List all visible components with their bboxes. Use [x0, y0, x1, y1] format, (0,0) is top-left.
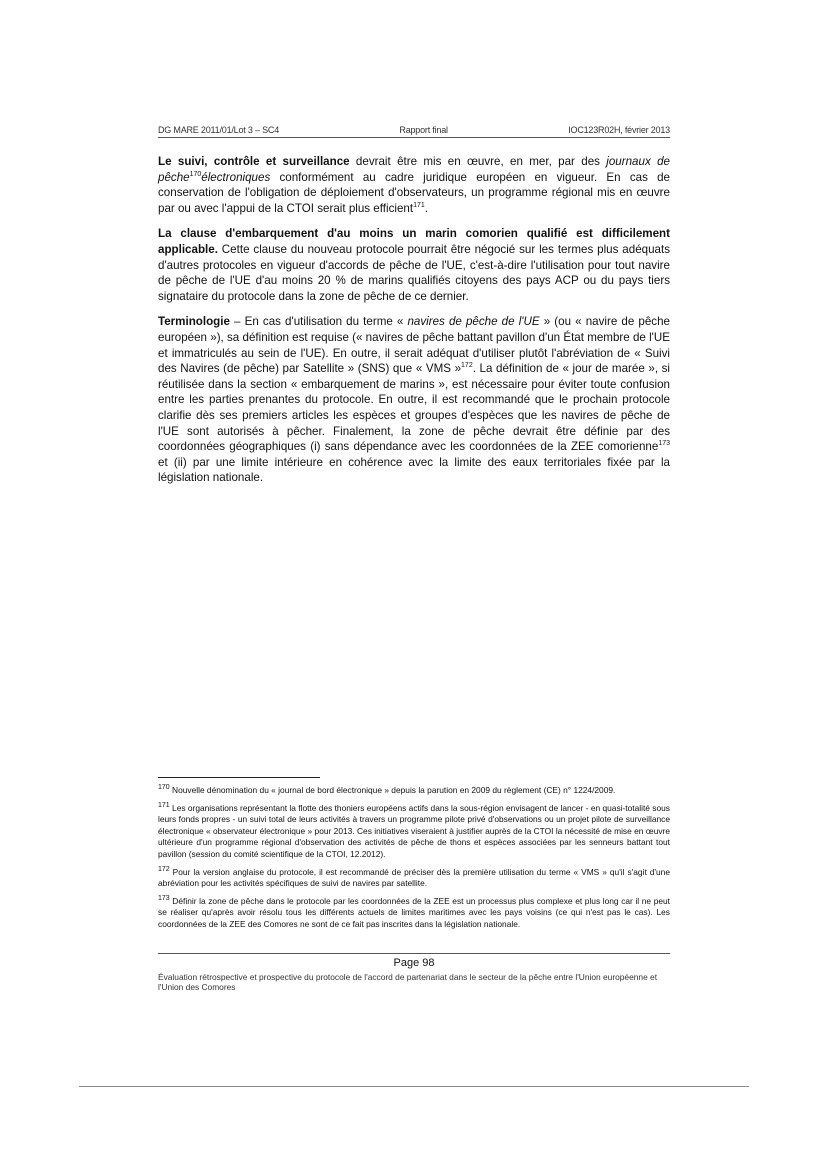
footnote-ref[interactable]: 173 — [658, 440, 670, 448]
footnote-text: Pour la version anglaise du protocole, il est recommandé de préciser dès la première utilisation du terme « VMS » qu'il s'agit d'une abréviation pour les activités spécifiques de suivi de navires par satellite. — [158, 866, 670, 889]
footnote-ref[interactable]: 171 — [413, 201, 425, 209]
paragraph-boarding-clause — [158, 226, 670, 304]
paragraph-text: et (ii) par une limite intérieure en cohérence avec la limite des eaux territoriales fixée par la législation nationale. — [158, 455, 670, 485]
footer-title: Évaluation rétrospective et prospective du protocole de l'accord de partenariat dans le secteur de la pêche entre l'Union européenne et l'Union des Comores — [158, 972, 658, 993]
footnote-number: 170 — [158, 784, 170, 792]
footnote-number: 172 — [158, 865, 170, 873]
footnote-item — [158, 896, 670, 931]
header-report-type: Rapport final — [399, 125, 448, 135]
page-header — [158, 125, 670, 138]
footnote-ref[interactable]: 170 — [189, 170, 202, 178]
paragraph-lead: Le suivi, contrôle et surveillance — [158, 155, 350, 168]
paragraph-text: conformément au cadre juridique européen en vigueur. En cas de conservation de l'obligation de déploiement d'observateurs, un programme régional mis en œuvre par ou avec l'appui de la CTOI serait plus efficient — [158, 170, 670, 215]
paragraph-text: – En cas d'utilisation du terme « — [229, 315, 408, 329]
footnote-separator — [158, 777, 320, 778]
footnote-text: Nouvelle dénomination du « journal de bord électronique » depuis la parution en 2009 du règlement (CE) n° 1224/2009. — [169, 785, 616, 795]
footnotes — [158, 785, 670, 937]
footnote-item — [158, 867, 670, 890]
paragraph-italic: navires de pêche de l'UE — [407, 315, 540, 329]
paragraph-text: . La définition de « jour de marée », si réutilisée dans la section « embarquement de marins », est nécessaire pour éviter toute confusion entre les parties prenantes du protocole. En outre, il est recommandé que le prochain protocole clarifie dès ses premiers articles les espèces et groupes d'espèces que les navires de pêche de l'UE sont autorisés à pêcher. Finalement, la zone de pêche devrait être définie par des coordonnées géographiques (i) sans dépendance avec les coordonnées de la ZEE comorienne — [158, 362, 670, 454]
paragraph-italic: électroniques — [201, 170, 271, 184]
footnote-text: Définir la zone de pêche dans le protocole par les coordonnées de la ZEE est un processus plus complexe et plus long car il ne peut se réaliser qu'après avoir résolu tous les différents actuels de limites maritimes avec les pays voisins (ce qui n'est pas le cas). Les coordonnées de la ZEE des Comores ne sont de ce fait pas inscrites dans la législation nationale. — [158, 895, 670, 929]
paragraph-text: » (ou « navire de pêche européen »), sa définition est requise (« navires de pêche battant pavillon d'un État membre de l'UE et immatriculés au sein de l'UE). En outre, il serait adéquat d'utiliser plutôt l'abréviation de « Suivi des Navires (de pêche) par Satellite » (SNS) que « VMS » — [158, 315, 670, 376]
footnote-number: 171 — [158, 801, 170, 809]
header-doc-ref: IOC123R02H, février 2013 — [568, 125, 670, 135]
page-bottom-rule — [79, 1086, 749, 1087]
footnote-number: 173 — [158, 894, 170, 902]
paragraph-monitoring — [158, 154, 670, 216]
paragraph-text: Cette clause du nouveau protocole pourrait être négocié sur les termes plus adéquats d'autres protocoles en vigueur d'accords de pêche de l'UE, c'est-à-dire l'utilisation pour tout navire de pêche de l'UE d'au moins 20 % de marins qualifiés citoyens des pays ACP ou du pays tiers signataire du protocole dans la zone de pêche de ce dernier. — [158, 242, 670, 303]
paragraph-text: . — [424, 201, 428, 215]
footnote-item — [158, 803, 670, 861]
footnote-item — [158, 785, 670, 797]
paragraph-text: devrait être mis en œuvre, en mer, par des — [349, 155, 607, 168]
footer-separator — [158, 953, 670, 954]
header-project-ref: DG MARE 2011/01/Lot 3 – SC4 — [158, 125, 279, 135]
footnote-ref[interactable]: 172 — [461, 362, 473, 370]
footnote-text: Les organisations représentant la flotte des thoniers européens actifs dans la sous-région envisagent de lancer - en quasi-totalité sous leurs fonds propres - un suivi total de leurs activités à travers un programme pilote privé d'observations ou un projet pilote de surveillance électronique « observateur électronique » pour 2013. Ces initiatives viseraient à justifier auprès de la CTOI la nécessité de mise en œuvre ultérieure d'un programme régional d'observation des activités de pêche de thons et espèces associées par les senneurs battant tout pavillon (session du comité scientifique de la CTOI, 12.2012). — [158, 802, 670, 859]
paragraph-terminology — [158, 314, 670, 486]
page-number: Page 98 — [393, 957, 435, 969]
paragraph-italic: journaux de pêche — [158, 155, 670, 184]
paragraph-lead: Terminologie — [158, 315, 230, 329]
main-text — [158, 154, 670, 496]
paragraph-lead: La clause d'embarquement d'au moins un marin comorien qualifié est difficilement applicable. — [158, 227, 670, 256]
